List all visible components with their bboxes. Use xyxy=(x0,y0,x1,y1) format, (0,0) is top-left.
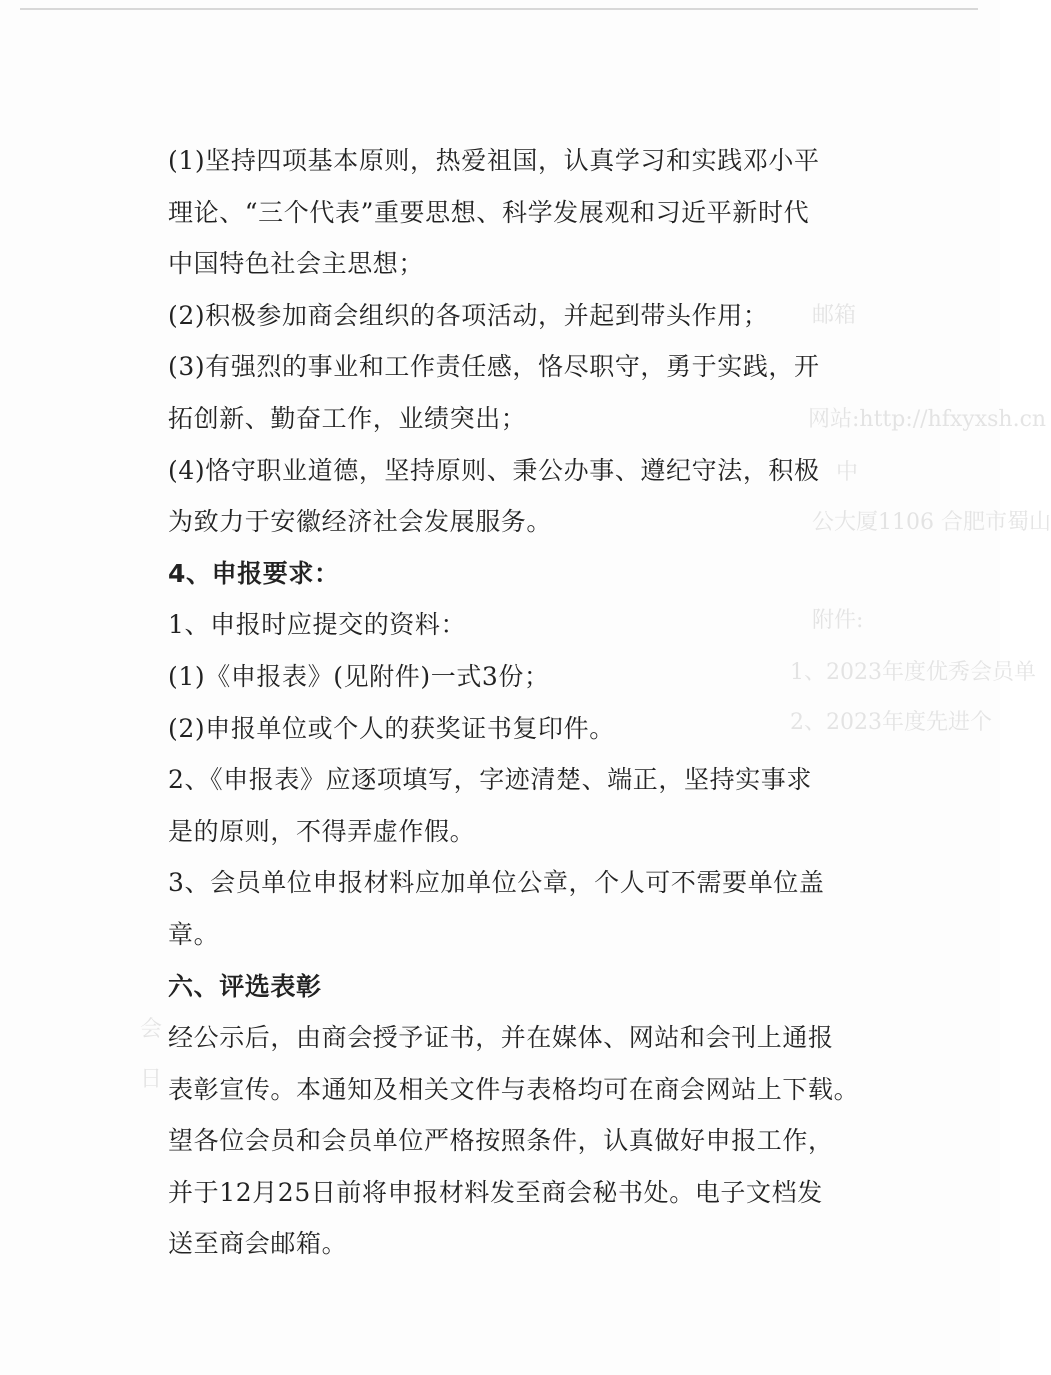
text-line: (4)恪守职业道德，坚持原则、秉公办事、遵纪守法，积极 xyxy=(168,455,820,485)
text-line: 表彰宣传。本通知及相关文件与表格均可在商会网站上下载。 xyxy=(168,1074,860,1104)
text-line: 理论、“三个代表”重要思想、科学发展观和习近平新时代 xyxy=(168,197,810,227)
text-line: 为致力于安徽经济社会发展服务。 xyxy=(168,507,553,537)
text-line: 并于12月25日前将申报材料发至商会秘书处。电子文档发 xyxy=(168,1177,823,1207)
section-heading: 六、评选表彰 xyxy=(168,971,322,1001)
text-line: 拓创新、勤奋工作，业绩突出； xyxy=(168,403,527,433)
text-line: 望各位会员和会员单位严格按照条件，认真做好申报工作， xyxy=(168,1126,834,1156)
text-line: (2)申报单位或个人的获奖证书复印件。 xyxy=(168,713,615,743)
scan-top-edge xyxy=(20,8,978,10)
text-line: 中国特色社会主思想； xyxy=(168,249,425,279)
bleed-through-text: 会 xyxy=(140,1017,163,1042)
bleed-through-text: 附件: xyxy=(812,608,864,633)
text-line: 2、《申报表》应逐项填写，字迹清楚、端正，坚持实事求 xyxy=(168,765,813,795)
text-line: (1)坚持四项基本原则，热爱祖国，认真学习和实践邓小平 xyxy=(168,146,820,175)
text-line: (1)《申报表》(见附件)一式3份； xyxy=(168,661,550,691)
bleed-through-text: 网站:http://hfxyxsh.cn xyxy=(808,407,1047,432)
bleed-through-text: 1、2023年度优秀会员单 xyxy=(790,660,1036,685)
text-line: (2)积极参加商会组织的各项活动，并起到带头作用； xyxy=(168,300,769,330)
bleed-through-text: 2、2023年度先进个 xyxy=(790,710,992,735)
document-body xyxy=(168,135,888,1270)
bleed-through-text: 日 xyxy=(140,1067,163,1092)
text-line: 3、会员单位申报材料应加单位公章，个人可不需要单位盖 xyxy=(168,868,825,898)
text-line: 经公示后，由商会授予证书，并在媒体、网站和会刊上通报 xyxy=(168,1023,834,1053)
text-line: 送至商会邮箱。 xyxy=(168,1229,348,1259)
bleed-through-text: 中 xyxy=(836,460,859,485)
text-line: (3)有强烈的事业和工作责任感，恪尽职守，勇于实践，开 xyxy=(168,352,820,382)
section-heading: 4、申报要求： xyxy=(168,558,340,588)
text-line: 是的原则，不得弄虚作假。 xyxy=(168,816,476,846)
text-line: 章。 xyxy=(168,919,220,949)
bleed-through-text: 邮箱 xyxy=(812,303,857,328)
text-line: 1、申报时应提交的资料： xyxy=(168,610,467,640)
bleed-through-text: 公大厦1106 合肥市蜀山 xyxy=(812,510,1051,535)
